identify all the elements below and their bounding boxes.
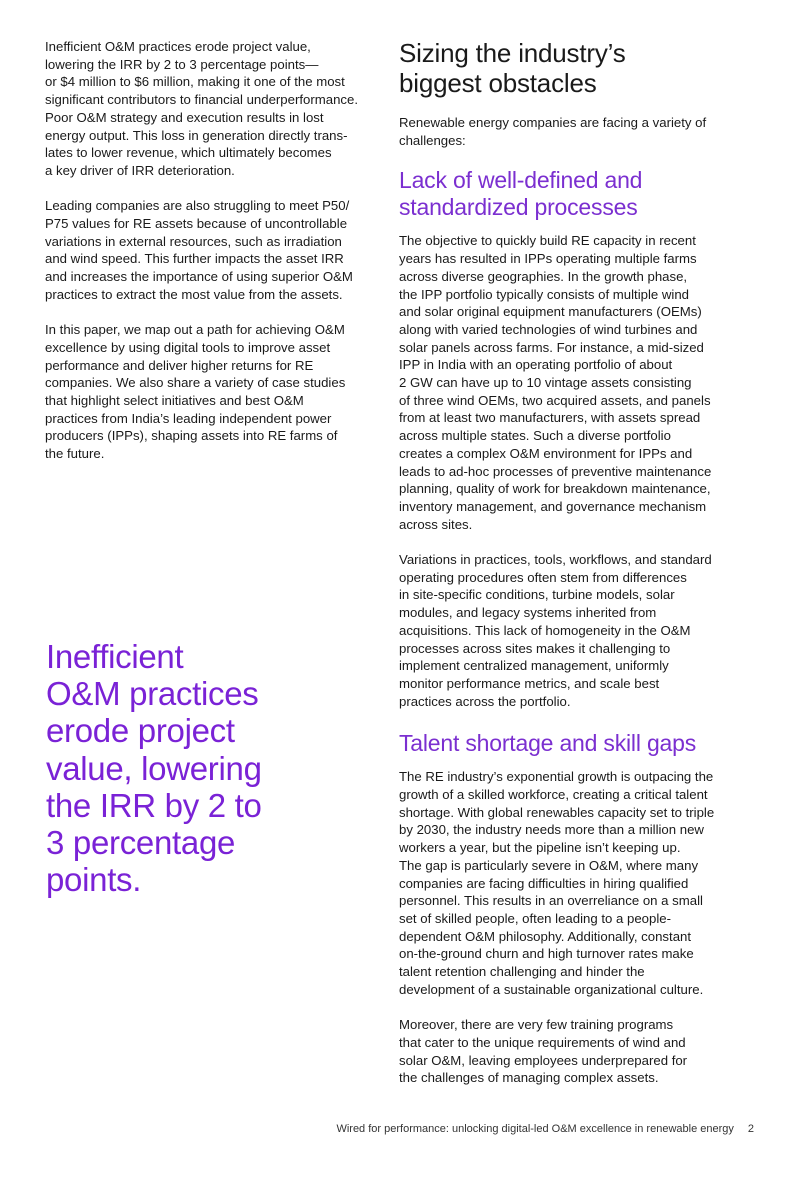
processes-paragraph-2: Variations in practices, tools, workflows, and standard operating procedures often stem from differences in site-specific conditions, turbine models, solar modules, and legacy systems inherited from acquisitions. This lack of homogeneity in the O&M processes across sites makes it challenging to implement centralized management, uniformly monitor performance metrics, and scale best practices across the portfolio. bbox=[399, 552, 712, 709]
intro-paragraph: Renewable energy companies are facing a variety of challenges: bbox=[399, 115, 707, 148]
page-footer bbox=[336, 1122, 754, 1136]
subheading-talent: Talent shortage and skill gaps bbox=[399, 730, 697, 757]
processes-paragraph-1: The objective to quickly build RE capacity in recent years has resulted in IPPs operating multiple farms across diverse geographies. In the growth phase, the IPP portfolio typically consists of multiple wind and solar original equipment manufacturers (OEMs) along with varied technologies of wind turbines and solar panels across farms. For instance, a mid-sized IPP in India with an operating portfolio of about 2 GW can have up to 10 vintage assets consisting of three wind OEMs, two acquired assets, and panels from at least two manufacturers, with assets spread across multiple states. Such a diverse portfolio creates a complex O&M environment for IPPs and leads to ad-hoc processes of preventive maintenance planning, quality of work for breakdown maintenance, inventory management, and governance mechanism across sites. bbox=[399, 233, 712, 532]
pull-quote: Inefficient O&M practices erode project value, lowering the IRR by 2 to 3 percentage points. bbox=[46, 638, 262, 899]
left-paragraph-3: In this paper, we map out a path for achieving O&M excellence by using digital tools to improve asset performance and deliver higher returns for RE companies. We also share a variety of case studies that highlight select initiatives and best O&M practices from India’s leading independent power producers (IPPs), shaping assets into RE farms of the future. bbox=[45, 322, 346, 462]
talent-paragraph-1: The RE industry’s exponential growth is outpacing the growth of a skilled workforce, creating a critical talent shortage. With global renewables capacity set to triple by 2030, the industry needs more than a million new workers a year, but the pipeline isn’t keeping up. The gap is particularly severe in O&M, where many companies are facing difficulties in hiring qualified personnel. This results in an overreliance on a small set of skilled people, often leading to a people- dependent O&M philosophy. Additionally, constant on-the-ground churn and high turnover rates make talent retention challenging and hinder the development of a sustainable organizational culture. bbox=[399, 769, 715, 997]
footer-title: Wired for performance: unlocking digital-led O&M excellence in renewable energy bbox=[336, 1123, 734, 1135]
left-paragraph-2: Leading companies are also struggling to meet P50/ P75 values for RE assets because of uncontrollable variations in external resources, such as irradiation and wind speed. This further impacts the asset IRR and increases the importance of using superior O&M practices to extract the most value from the assets. bbox=[45, 198, 353, 302]
right-column bbox=[399, 38, 739, 1087]
talent-paragraph-2: Moreover, there are very few training programs that cater to the unique requirements of wind and solar O&M, leaving employees underprepared for the challenges of managing complex assets. bbox=[399, 1017, 688, 1086]
left-column bbox=[45, 38, 385, 463]
subheading-processes: Lack of well-defined and standardized processes bbox=[399, 167, 643, 221]
left-paragraph-1: Inefficient O&M practices erode project value, lowering the IRR by 2 to 3 percentage points— or $4 million to $6 million, making it one of the most significant contributors to financial underperformance. Poor O&M strategy and execution results in lost energy output. This loss in generation directly trans- lates to lower revenue, which ultimately becomes a key driver of IRR deterioration. bbox=[45, 39, 359, 178]
page-number: 2 bbox=[747, 1123, 754, 1135]
section-heading: Sizing the industry’s biggest obstacles bbox=[399, 38, 626, 98]
